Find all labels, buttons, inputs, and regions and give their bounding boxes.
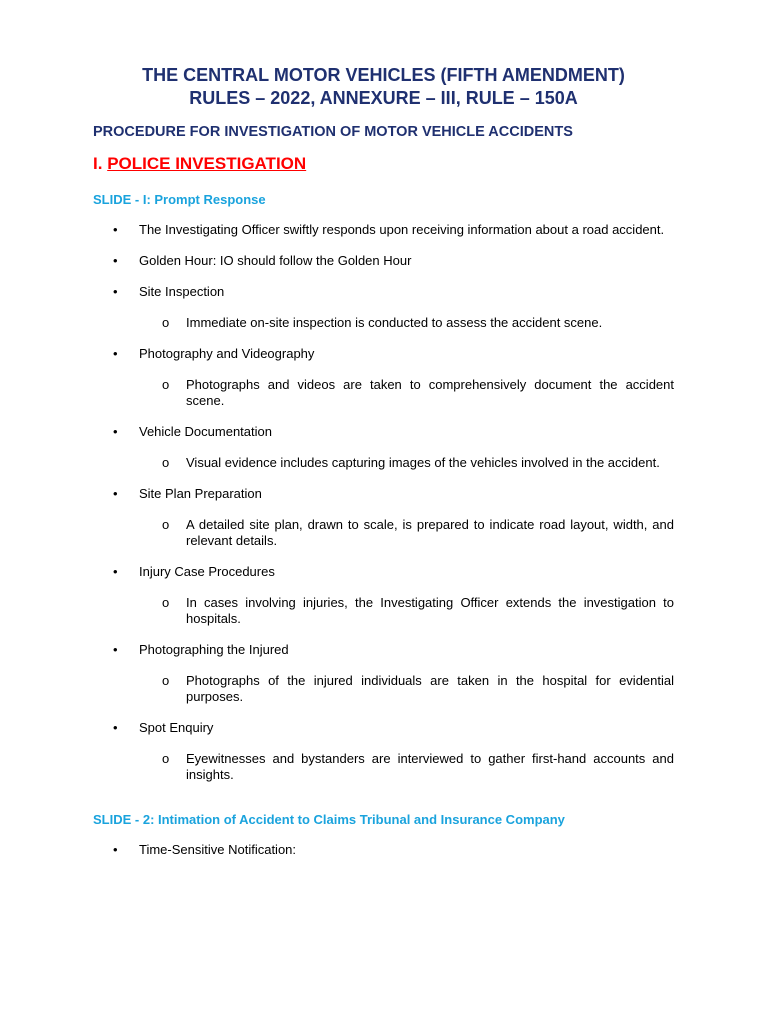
sub-bullet-item-text: In cases involving injuries, the Investigating Officer extends the investigation to hospitals.	[186, 595, 674, 626]
sub-bullet-item-text: Photographs of the injured individuals are taken in the hospital for evidential purposes.	[186, 673, 674, 704]
bullet-icon: •	[113, 486, 118, 501]
section-number: I.	[93, 154, 103, 173]
bullet-item	[93, 720, 674, 736]
sub-bullet-icon: o	[162, 595, 170, 610]
sub-bullet-item	[93, 455, 674, 471]
slide-1-heading: SLIDE - I: Prompt Response	[93, 192, 266, 207]
bullet-item	[93, 842, 674, 858]
sub-bullet-item	[93, 315, 674, 331]
bullet-item	[93, 346, 674, 362]
sub-bullet-icon: o	[162, 673, 170, 688]
sub-bullet-icon: o	[162, 517, 170, 532]
bullet-item	[93, 222, 674, 238]
bullet-icon: •	[113, 720, 118, 735]
sub-bullet-icon: o	[162, 751, 170, 766]
sub-bullet-icon: o	[162, 377, 170, 392]
bullet-item	[93, 564, 674, 580]
sub-bullet-icon: o	[162, 455, 170, 470]
sub-bullet-item	[93, 595, 674, 627]
bullet-icon: •	[113, 346, 118, 361]
bullet-item-text: Site Inspection	[139, 284, 225, 299]
bullet-item-text: Photography and Videography	[139, 346, 315, 361]
slide-2-heading: SLIDE - 2: Intimation of Accident to Claims Tribunal and Insurance Company	[93, 812, 565, 827]
bullet-item-text: Injury Case Procedures	[139, 564, 275, 579]
bullet-item-text: Golden Hour: IO should follow the Golden Hour	[139, 253, 412, 268]
bullet-item-text: The Investigating Officer swiftly responds upon receiving information about a road accident.	[139, 222, 665, 237]
slide-2-list	[93, 842, 674, 858]
section-title: POLICE INVESTIGATION	[107, 154, 307, 173]
bullet-icon: •	[113, 424, 118, 439]
sub-bullet-item-text: Immediate on-site inspection is conducted to assess the accident scene.	[186, 315, 603, 330]
title-line-2: RULES – 2022, ANNEXURE – III, RULE – 150A	[189, 88, 578, 108]
bullet-item-text: Time-Sensitive Notification:	[139, 842, 297, 857]
bullet-icon: •	[113, 642, 118, 657]
sub-bullet-icon: o	[162, 315, 170, 330]
slide-1-list	[93, 222, 674, 783]
bullet-item	[93, 642, 674, 658]
sub-bullet-item-text: Photographs and videos are taken to comprehensively document the accident scene.	[186, 377, 674, 408]
sub-bullet-item	[93, 673, 674, 705]
bullet-icon: •	[113, 284, 118, 299]
bullet-item	[93, 424, 674, 440]
sub-bullet-item	[93, 517, 674, 549]
bullet-item	[93, 253, 674, 269]
section-heading	[93, 154, 674, 174]
bullet-item-text: Site Plan Preparation	[139, 486, 262, 501]
sub-bullet-item-text: Eyewitnesses and bystanders are interviewed to gather first-hand accounts and insights.	[186, 751, 674, 782]
bullet-item	[93, 284, 674, 300]
title-line-1: THE CENTRAL MOTOR VEHICLES (FIFTH AMENDMENT)	[142, 65, 625, 85]
bullet-item-text: Vehicle Documentation	[139, 424, 272, 439]
sub-bullet-item	[93, 751, 674, 783]
bullet-icon: •	[113, 222, 118, 237]
document-title	[93, 64, 674, 110]
sub-bullet-item-text: A detailed site plan, drawn to scale, is prepared to indicate road layout, width, and relevant details.	[186, 517, 674, 548]
bullet-icon: •	[113, 564, 118, 579]
document-subtitle: PROCEDURE FOR INVESTIGATION OF MOTOR VEHICLE ACCIDENTS	[93, 124, 573, 140]
bullet-item	[93, 486, 674, 502]
bullet-item-text: Spot Enquiry	[139, 720, 214, 735]
bullet-icon: •	[113, 253, 118, 268]
sub-bullet-item-text: Visual evidence includes capturing images of the vehicles involved in the accident.	[186, 455, 660, 470]
bullet-item-text: Photographing the Injured	[139, 642, 289, 657]
bullet-icon: •	[113, 842, 118, 857]
sub-bullet-item	[93, 377, 674, 409]
